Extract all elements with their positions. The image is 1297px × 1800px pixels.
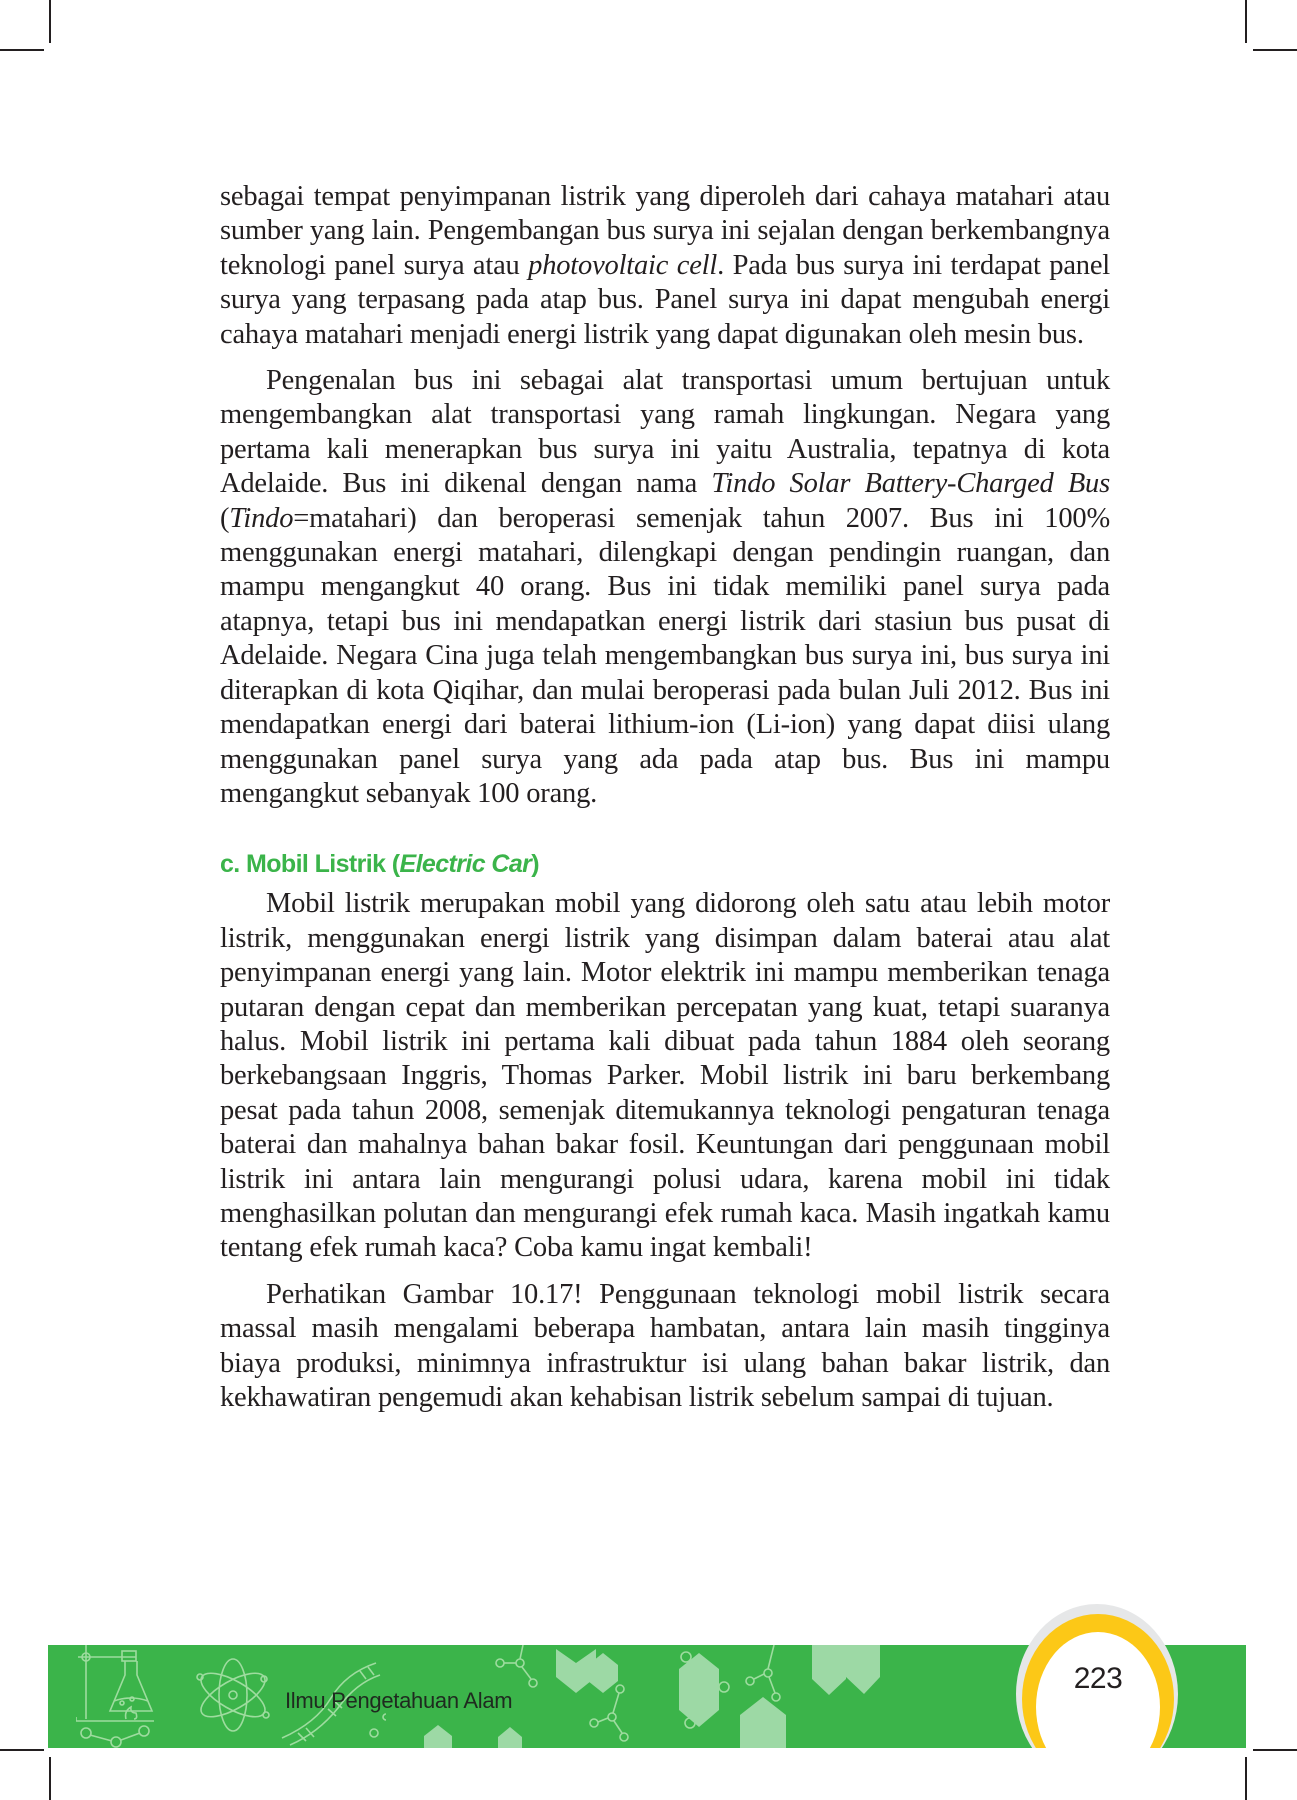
paragraph-solar-bus-intro bbox=[220, 180, 1110, 352]
crop-mark-bottom-right-horizontal bbox=[1253, 1749, 1297, 1751]
text-segment: ( bbox=[220, 502, 230, 534]
spacer bbox=[220, 1266, 1110, 1278]
page-number-badge bbox=[1036, 1632, 1160, 1782]
spacer bbox=[220, 352, 1110, 364]
text-segment: Pengenalan bus ini sebagai alat transportasi umum bertujuan untuk mengembangkan alat transportasi yang ramah lingkungan. Negara yang pertama kali menerapkan bus surya ini yaitu Australia, tepatnya di kota Adelaide. Bus ini dikenal dengan nama bbox=[220, 365, 1110, 500]
heading-text: ) bbox=[531, 850, 539, 879]
paragraph-electric-car-obstacles: Perhatikan Gambar 10.17! Penggunaan teknologi mobil listrik secara massal masih mengalami beberapa hambatan, antara lain masih tingginya biaya produksi, minimnya infrastruktur isi ulang bahan bakar listrik, dan kekhawatiran pengemudi akan kehabisan listrik sebelum sampai di tujuan. bbox=[220, 1278, 1110, 1413]
crop-mark-bottom-left-vertical bbox=[49, 1757, 51, 1800]
page-number: 223 bbox=[1073, 1662, 1123, 1695]
italic-term: Tindo bbox=[229, 502, 294, 534]
page-content bbox=[220, 180, 1110, 1415]
text-segment: sebagai tempat penyimpanan listrik yang diperoleh dari cahaya matahari atau sumber yang lain. Pengembangan bus surya ini sejalan dengan berkembangnya teknologi panel surya atau bbox=[220, 181, 1110, 281]
crop-mark-bottom-right-vertical bbox=[1245, 1757, 1247, 1800]
text-segment: . Pada bus surya ini terdapat panel surya yang terpasang pada atap bus. Panel surya ini dapat mengubah energi cahaya matahari menjadi energi listrik yang dapat digunakan oleh mesin bus. bbox=[220, 249, 1110, 350]
crop-mark-top-left-horizontal bbox=[0, 49, 44, 51]
paragraph-electric-car-definition: Mobil listrik merupakan mobil yang didorong oleh satu atau lebih motor listrik, menggunakan energi listrik yang disimpan dalam baterai atau alat penyimpanan energi yang lain. Motor elektrik ini mampu memberikan tenaga putaran dengan cepat dan memberikan percepatan yang kuat, tetapi suaranya halus. Mobil listrik ini pertama kali dibuat pada tahun 1884 oleh seorang berkebangsaan Inggris, Thomas Parker. Mobil listrik ini baru berkembang pesat pada tahun 2008, semenjak ditemukannya teknologi pengaturan tenaga baterai dan mahalnya bahan bakar fosil. Keuntungan dari penggunaan mobil listrik ini antara lain mengurangi polusi udara, karena mobil ini tidak menghasilkan polutan dan mengurangi efek rumah kaca. Masih ingatkah kamu tentang efek rumah kaca? Coba kamu ingat kembali! bbox=[220, 888, 1110, 1264]
heading-italic-text: Electric Car bbox=[399, 850, 532, 879]
heading-text: c. Mobil Listrik ( bbox=[220, 850, 400, 879]
italic-term: photovoltaic cell bbox=[528, 249, 718, 281]
crop-mark-bottom-left-horizontal bbox=[0, 1749, 44, 1751]
book-title: Ilmu Pengetahuan Alam bbox=[285, 1688, 513, 1713]
crop-mark-top-right-horizontal bbox=[1253, 49, 1297, 51]
crop-mark-top-right-vertical bbox=[1245, 0, 1247, 43]
crop-mark-top-left-vertical bbox=[49, 0, 51, 43]
spacer bbox=[220, 811, 1110, 847]
text-segment: =matahari) dan beroperasi semenjak tahun 2007. Bus ini 100% menggunakan energi matahari, dilengkapi dengan pendingin ruangan, dan mampu mengangkut 40 orang. Bus ini tidak memiliki panel surya pada atapnya, tetapi bus ini mendapatkan energi listrik dari stasiun bus pusat di Adelaide. Negara Cina juga telah mengembangkan bus surya ini, bus surya ini diterapkan di kota Qiqihar, dan mulai beroperasi pada bulan Juli 2012. Bus ini mendapatkan energi dari baterai lithium-ion (Li-ion) yang dapat diisi ulang menggunakan panel surya yang ada pada atap bus. Bus ini mampu mengangkut sebanyak 100 orang. bbox=[220, 502, 1110, 809]
paragraph-solar-bus-history bbox=[220, 364, 1110, 811]
italic-term: Tindo Solar Battery-Charged Bus bbox=[711, 468, 1110, 500]
section-heading-electric-car bbox=[220, 847, 1110, 881]
